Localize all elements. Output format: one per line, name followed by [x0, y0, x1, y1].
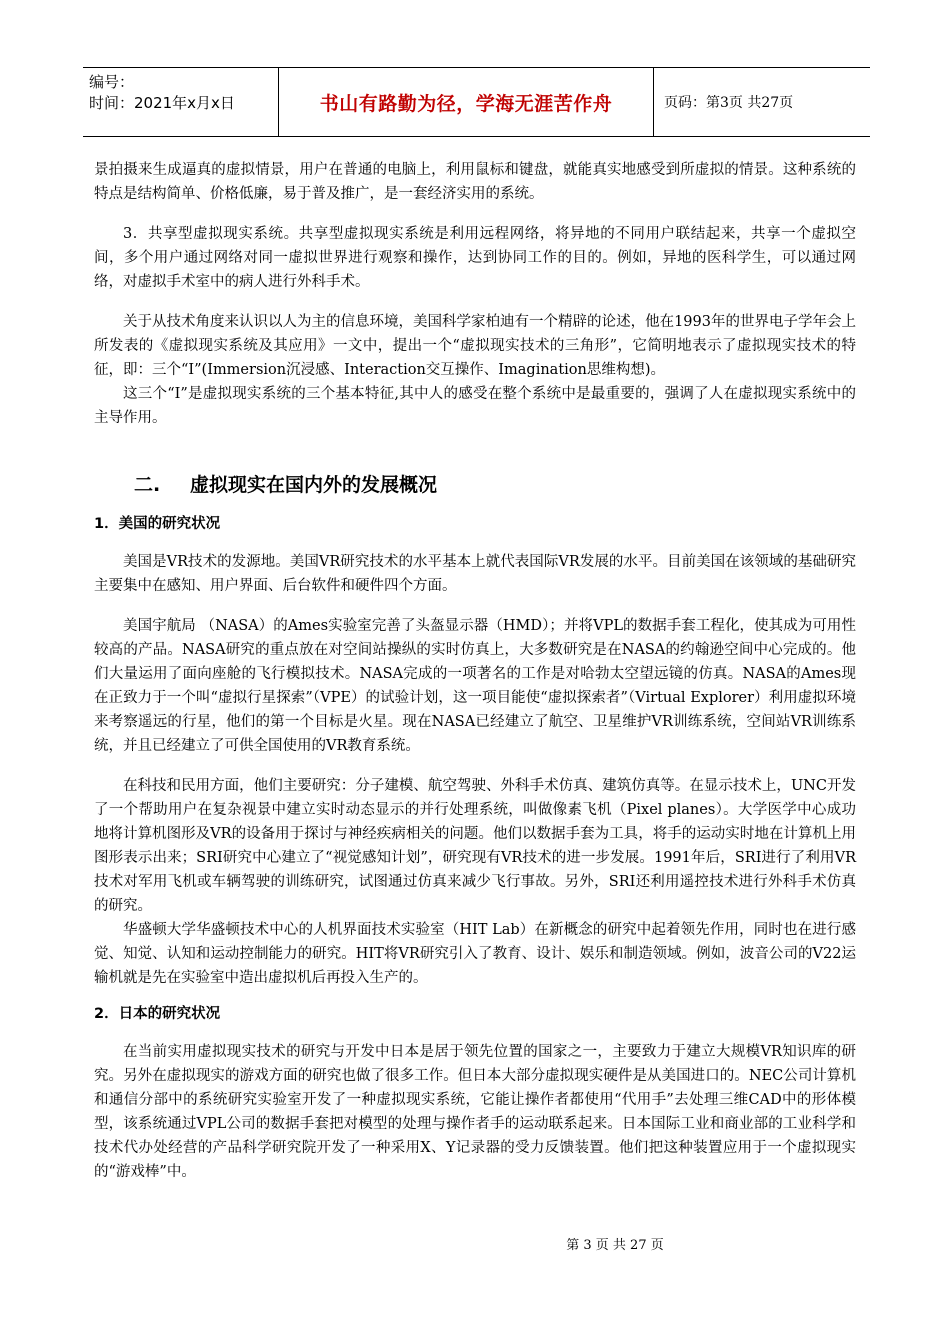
- page-header: [83, 67, 870, 137]
- header-page-info: 页码：第3页 共27页: [664, 95, 794, 111]
- header-date-label: 时间：2021年x月x日: [89, 94, 235, 112]
- paragraph: 3．共享型虚拟现实系统。共享型虚拟现实系统是利用远程网络，将异地的不同用户联结起来，共享一个虚拟空间，多个用户通过网络对同一虚拟世界进行观察和操作，达到协同工作的目的。例如，异地的医科学生，可以通过网络，对虚拟手术室中的病人进行外科手术。: [94, 226, 856, 290]
- paragraph: 关于从技术角度来认识以人为主的信息环境，美国科学家柏迪有一个精辟的论述，他在1993年的世界电子学年会上所发表的《虚拟现实系统及其应用》一文中，提出一个“虚拟现实技术的三角形”，它简明地表示了虚拟现实技术的特征，即：三个“I”(Immersion沉浸感、Interaction交互操作、Imagination思维构想)。: [94, 314, 856, 378]
- paragraph: 美国宇航局 （NASA）的Ames实验室完善了头盔显示器（HMD）；并将VPL的数据手套工程化，使其成为可用性较高的产品。NASA研究的重点放在对空间站操纵的实时仿真上，大多数研究是在NASA的约翰逊空间中心完成的。他们大量运用了面向座舱的飞行模拟技术。NASA完成的一项著名的工作是对哈勃太空望远镜的仿真。NASA的Ames现在正致力于一个叫“虚拟行星探索”（VPE）的试验计划，这一项目能使“虚拟探索者”（Virtual Explorer）利用虚拟环境来考察遥远的行星，他们的第一个目标是火星。现在NASA已经建立了航空、卫星维护VR训练系统，空间站VR训练系统，并且已经建立了可供全国使用的VR教育系统。: [94, 618, 856, 754]
- header-meta: [83, 68, 279, 136]
- paragraph: 这三个“I”是虚拟现实系统的三个基本特征,其中人的感受在整个系统中是最重要的，强调了人在虚拟现实系统中的主导作用。: [94, 386, 856, 426]
- paragraph: 在科技和民用方面，他们主要研究：分子建模、航空驾驶、外科手术仿真、建筑仿真等。在显示技术上，UNC开发了一个帮助用户在复杂视景中建立实时动态显示的并行处理系统，叫做像素飞机（Pixel planes）。大学医学中心成功地将计算机图形及VR的设备用于探讨与神经疾病相关的问题。他们以数据手套为工具，将手的运动实时地在计算机上用图形表示出来；SRI研究中心建立了“视觉感知计划”，研究现有VR技术的进一步发展。1991年后，SRI进行了利用VR技术对军用飞机或车辆驾驶的训练研究，试图通过仿真来减少飞行事故。另外，SRI还利用遥控技术进行外科手术仿真的研究。: [94, 778, 856, 914]
- subsection-heading-japan: 2．日本的研究状况: [94, 1006, 221, 1022]
- paragraph: 美国是VR技术的发源地。美国VR研究技术的水平基本上就代表国际VR发展的水平。目前美国在该领域的基础研究主要集中在感知、用户界面、后台软件和硬件四个方面。: [94, 554, 856, 594]
- section-title: 虚拟现实在国内外的发展概况: [190, 474, 438, 496]
- page-footer: 第 3 页 共 27 页: [566, 1238, 664, 1253]
- paragraph: 在当前实用虚拟现实技术的研究与开发中日本是居于领先位置的国家之一，主要致力于建立大规模VR知识库的研究。另外在虚拟现实的游戏方面的研究也做了很多工作。但日本大部分虚拟现实硬件是从美国进口的。NEC公司计算机和通信分部中的系统研究实验室开发了一种虚拟现实系统，它能让操作者都使用“代用手”去处理三维CAD中的形体模型，该系统通过VPL公司的数据手套把对模型的处理与操作者手的运动联系起来。日本国际工业和商业部的工业科学和技术代办处经营的产品科学研究院开发了一种采用X、Y记录器的受力反馈装置。他们把这种装置应用于一个虚拟现实的“游戏棒”中。: [94, 1044, 856, 1180]
- paragraph: 景拍摄来生成逼真的虚拟情景，用户在普通的电脑上，利用鼠标和键盘，就能真实地感受到所虚拟的情景。这种系统的特点是结构简单、价格低廉，易于普及推广，是一套经济实用的系统。: [94, 162, 856, 202]
- section-heading: [94, 470, 856, 500]
- section-number: 二.: [134, 474, 161, 496]
- document-body: [94, 158, 856, 1184]
- paragraph: 华盛顿大学华盛顿技术中心的人机界面技术实验室（HIT Lab）在新概念的研究中起着领先作用，同时也在进行感觉、知觉、认知和运动控制能力的研究。HIT将VR研究引入了教育、设计、娱乐和制造领域。例如，波音公司的V22运输机就是先在实验室中造出虚拟机后再投入生产的。: [94, 922, 856, 986]
- header-number-label: 编号：: [89, 73, 135, 91]
- header-motto: 书山有路勤为径，学海无涯苦作舟: [279, 68, 654, 136]
- subsection-heading-usa: 1．美国的研究状况: [94, 516, 221, 532]
